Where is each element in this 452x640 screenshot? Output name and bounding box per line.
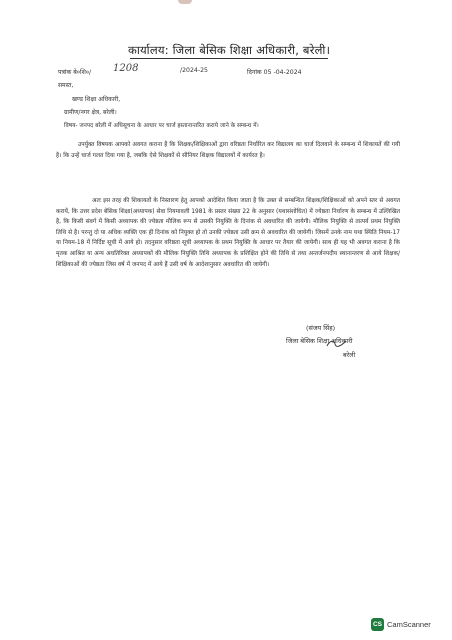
recipient-line-2: ग्रामीण/नगर क्षेत्र, बरेली। <box>64 109 117 116</box>
camscanner-label: CamScanner <box>387 619 431 629</box>
signature-mark <box>326 338 348 348</box>
addressee-label: समस्त, <box>58 82 74 89</box>
paragraph-2: अतः इस तरह की शिकायतों के निस्तारण हेतु आपको आदेशित किया जाता है कि उक्त से सम्बन्धित शिक्षक/शिक्षिकाओं को अपने स्तर से अवगत करायें, कि उत्तर प्रदेश बेसिक शिक्षा(अध्यापक) सेवा नियमावली 1981 के प्रस्तर संख्या 22 के अनुसार (यथासंशोधित) में ज्येष्ठता निर्धारण के सम्बन्ध में उल्लिखित है, कि किसी संवर्ग में किसी अध्यापक की ज्येष्ठता मौलिक रूप से उसकी नियुक्ति के दिनांक से अवधारित की जायेगी। मौलिक नियुक्ति से तात्पर्य प्रथम नियुक्ति तिथि से है। परन्तु दो या अधिक व्यक्ति एक ही दिनांक को नियुक्त हो तो उनकी ज्येष्ठता उसी क्रम से अवधारित की जायेगी। जिसमें उनके नाम यथा स्थिति नियम-17 या नियम-18 में निर्दिष्ट सूची में आये हो। तदनुसार वरिष्ठता सूची अध्यापक के प्रथम नियुक्ति के आधार पर तैयार की जायेगी। साथ ही यह भी अवगत कराना है कि मृतक आश्रित या अन्य अधतिरिक्त अध्यापकों की मौलिक नियुक्ति तिथि अध्यापक के प्रशिक्षित होने की तिथि से तथा अन्तर्जनपदीय स्थानान्तरण से आये शिक्षक/शिक्षिकाओं की ज्येष्ठता जिस वर्ष में जनपद में आये हैं उसी वर्ष के आदेशानुसार अवधारित की जायेगी। <box>56 198 400 268</box>
camscanner-icon: CS <box>371 618 384 631</box>
paragraph-1: उपर्युक्त विषयक आपको अवगत कराना है कि शिक्षक/शिक्षिकाओं द्वारा वरिष्ठता निर्धारित कर विद्यालय का चार्ज दिलवाने के सम्बन्ध में शिकायतें की गयी है। कि उन्हें चार्ज गलत दिया गया है, जबकि ऐसे शिक्षकों से सीनियर शिक्षक विद्यालयों में कार्यरत है। <box>56 142 400 159</box>
office-heading: कार्यालय: जिला बेसिक शिक्षा अधिकारी, बरेली। <box>128 43 331 57</box>
letter-date: दिनांक 05 -04-2024 <box>247 69 302 76</box>
subject-line: विषय- जनपद बरेली में अधिसूचना के आधार पर चार्ज हस्तानान्तरित कराये जाने के सम्बन्ध में। <box>64 123 259 129</box>
camscanner-watermark <box>371 617 447 631</box>
reference-prefix: पत्रांक बे०शि०/ <box>58 69 92 76</box>
signatory-designation: जिला बेसिक शिक्षा अधिकारी <box>286 337 353 345</box>
signatory-city: बरेली <box>343 351 356 359</box>
reference-number: 1208 <box>113 63 139 74</box>
signatory-name: (संजय सिंह) <box>306 324 336 332</box>
heading-underline <box>130 58 328 59</box>
reference-session: /2024-25 <box>180 67 208 74</box>
recipient-line-1: खण्ड शिक्षा अधिकारी, <box>72 96 121 103</box>
